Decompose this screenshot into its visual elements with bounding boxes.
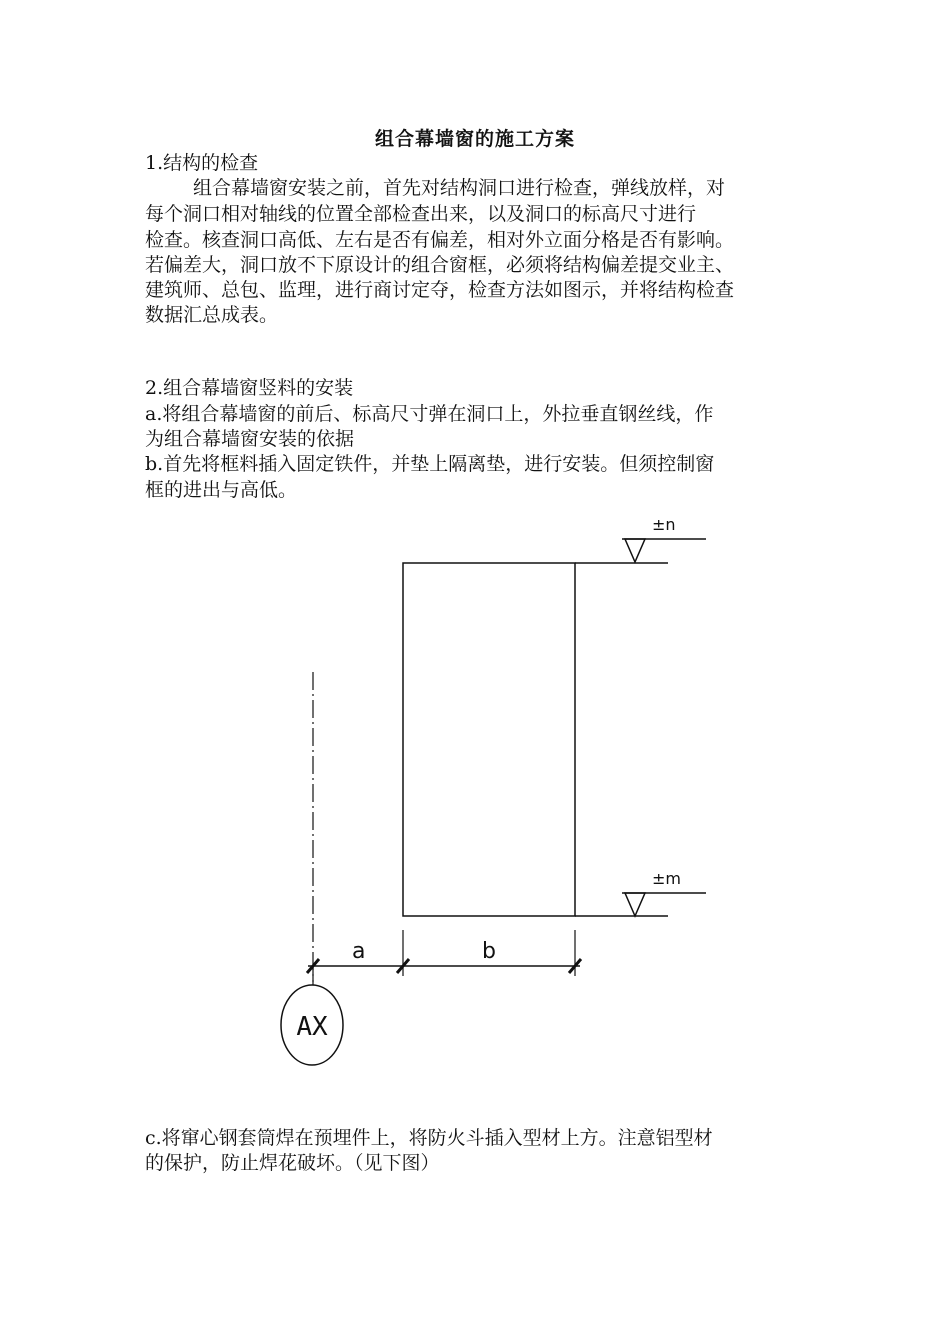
page-title: 组合幕墙窗的施工方案 [374, 128, 575, 150]
top-level-triangle [625, 539, 645, 562]
section2-heading: 2.组合幕墙窗竖料的安装 [145, 377, 354, 399]
section1-line-3: 检查。核查洞口高低、左右是否有偏差，相对外立面分格是否有影响。 [145, 229, 735, 251]
section1-line-4: 若偏差大，洞口放不下原设计的组合窗框，必须将结构偏差提交业主、 [145, 254, 735, 276]
section1-heading: 1.结构的检查 [145, 152, 259, 174]
window-frame [403, 563, 575, 916]
section2-b-line-1: b.首先将框料插入固定铁件，并垫上隔离垫，进行安装。但须控制窗 [145, 453, 715, 475]
bottom-level-label: ±m [652, 869, 681, 888]
section1-line-6: 数据汇总成表。 [145, 304, 279, 326]
dimension-a-label: a [352, 939, 366, 964]
section2-c-line-1: c.将窜心钢套筒焊在预埋件上，将防火斗插入型材上方。注意铝型材 [145, 1127, 713, 1149]
bottom-level-triangle [625, 893, 645, 916]
section2-a-line-2: 为组合幕墙窗安装的依据 [145, 428, 355, 450]
section2-c-line-2: 的保护，防止焊花破坏。（见下图） [145, 1152, 440, 1174]
section1-line-1: 组合幕墙窗安装之前，首先对结构洞口进行检查，弹线放样，对 [193, 177, 726, 199]
section2-a-line-1: a.将组合幕墙窗的前后、标高尺寸弹在洞口上，外拉垂直钢丝线，作 [145, 403, 714, 425]
section2-b-line-2: 框的进出与高低。 [145, 479, 298, 501]
section1-line-5: 建筑师、总包、监理，进行商讨定夺，检查方法如图示，并将结构检查 [145, 279, 735, 301]
section1-line-2: 每个洞口相对轴线的位置全部检查出来，以及洞口的标高尺寸进行 [145, 203, 697, 225]
dimension-b-label: b [482, 939, 496, 964]
axis-bubble-label: AX [296, 1012, 328, 1042]
top-level-label: ±n [652, 515, 676, 534]
